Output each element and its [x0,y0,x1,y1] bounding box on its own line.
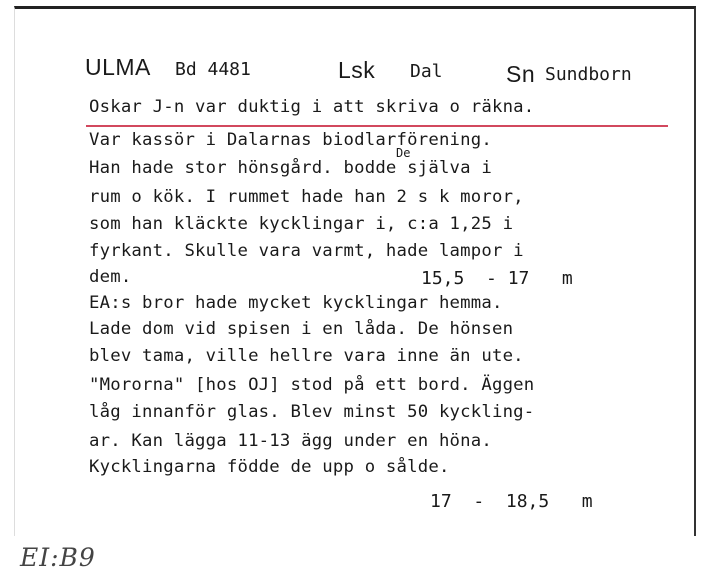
landskap-label: Lsk [338,57,376,83]
interlinear-note: De [396,146,411,160]
card-header [0,50,710,90]
text-line-14: Kycklingarna födde de upp o sålde. [89,457,450,477]
landskap-value: Dal [410,61,443,82]
socken-value: Sundborn [545,64,632,85]
text-line-10: blev tama, ville hellre vara inne än ute. [89,346,524,366]
text-line-11: "Mororna" [hos OJ] stod på ett bord. Äggen [89,375,535,395]
measure-2: 17 - 18,5 m [430,491,593,512]
volume-number: Bd 4481 [175,59,251,80]
socken-label: Sn [506,61,536,87]
archive-code: EI:B9 [20,543,96,572]
text-line-1: Oskar J-n var duktig i att skriva o räkna. [89,97,535,117]
text-line-9: Lade dom vid spisen i en låda. De hönsen [89,319,514,339]
measure-1: 15,5 - 17 m [421,268,573,289]
text-line-4: rum o kök. I rummet hade han 2 s k moror, [89,187,524,207]
archive-name: ULMA [85,54,151,80]
red-underline [86,125,668,127]
text-line-5: som han kläckte kycklingar i, c:a 1,25 i [89,214,514,234]
text-line-2: Var kassör i Dalarnas biodlarförening. [89,130,492,150]
text-line-6: fyrkant. Skulle vara varmt, hade lampor i [89,241,524,261]
text-line-8: EA:s bror hade mycket kycklingar hemma. [89,293,503,313]
text-line-12: låg innanför glas. Blev minst 50 kyckling- [89,402,535,422]
text-line-3: Han hade stor hönsgård. bodde själva i [89,158,492,178]
text-line-7: dem. [89,267,132,287]
text-line-13: ar. Kan lägga 11-13 ägg under en höna. [89,431,492,451]
